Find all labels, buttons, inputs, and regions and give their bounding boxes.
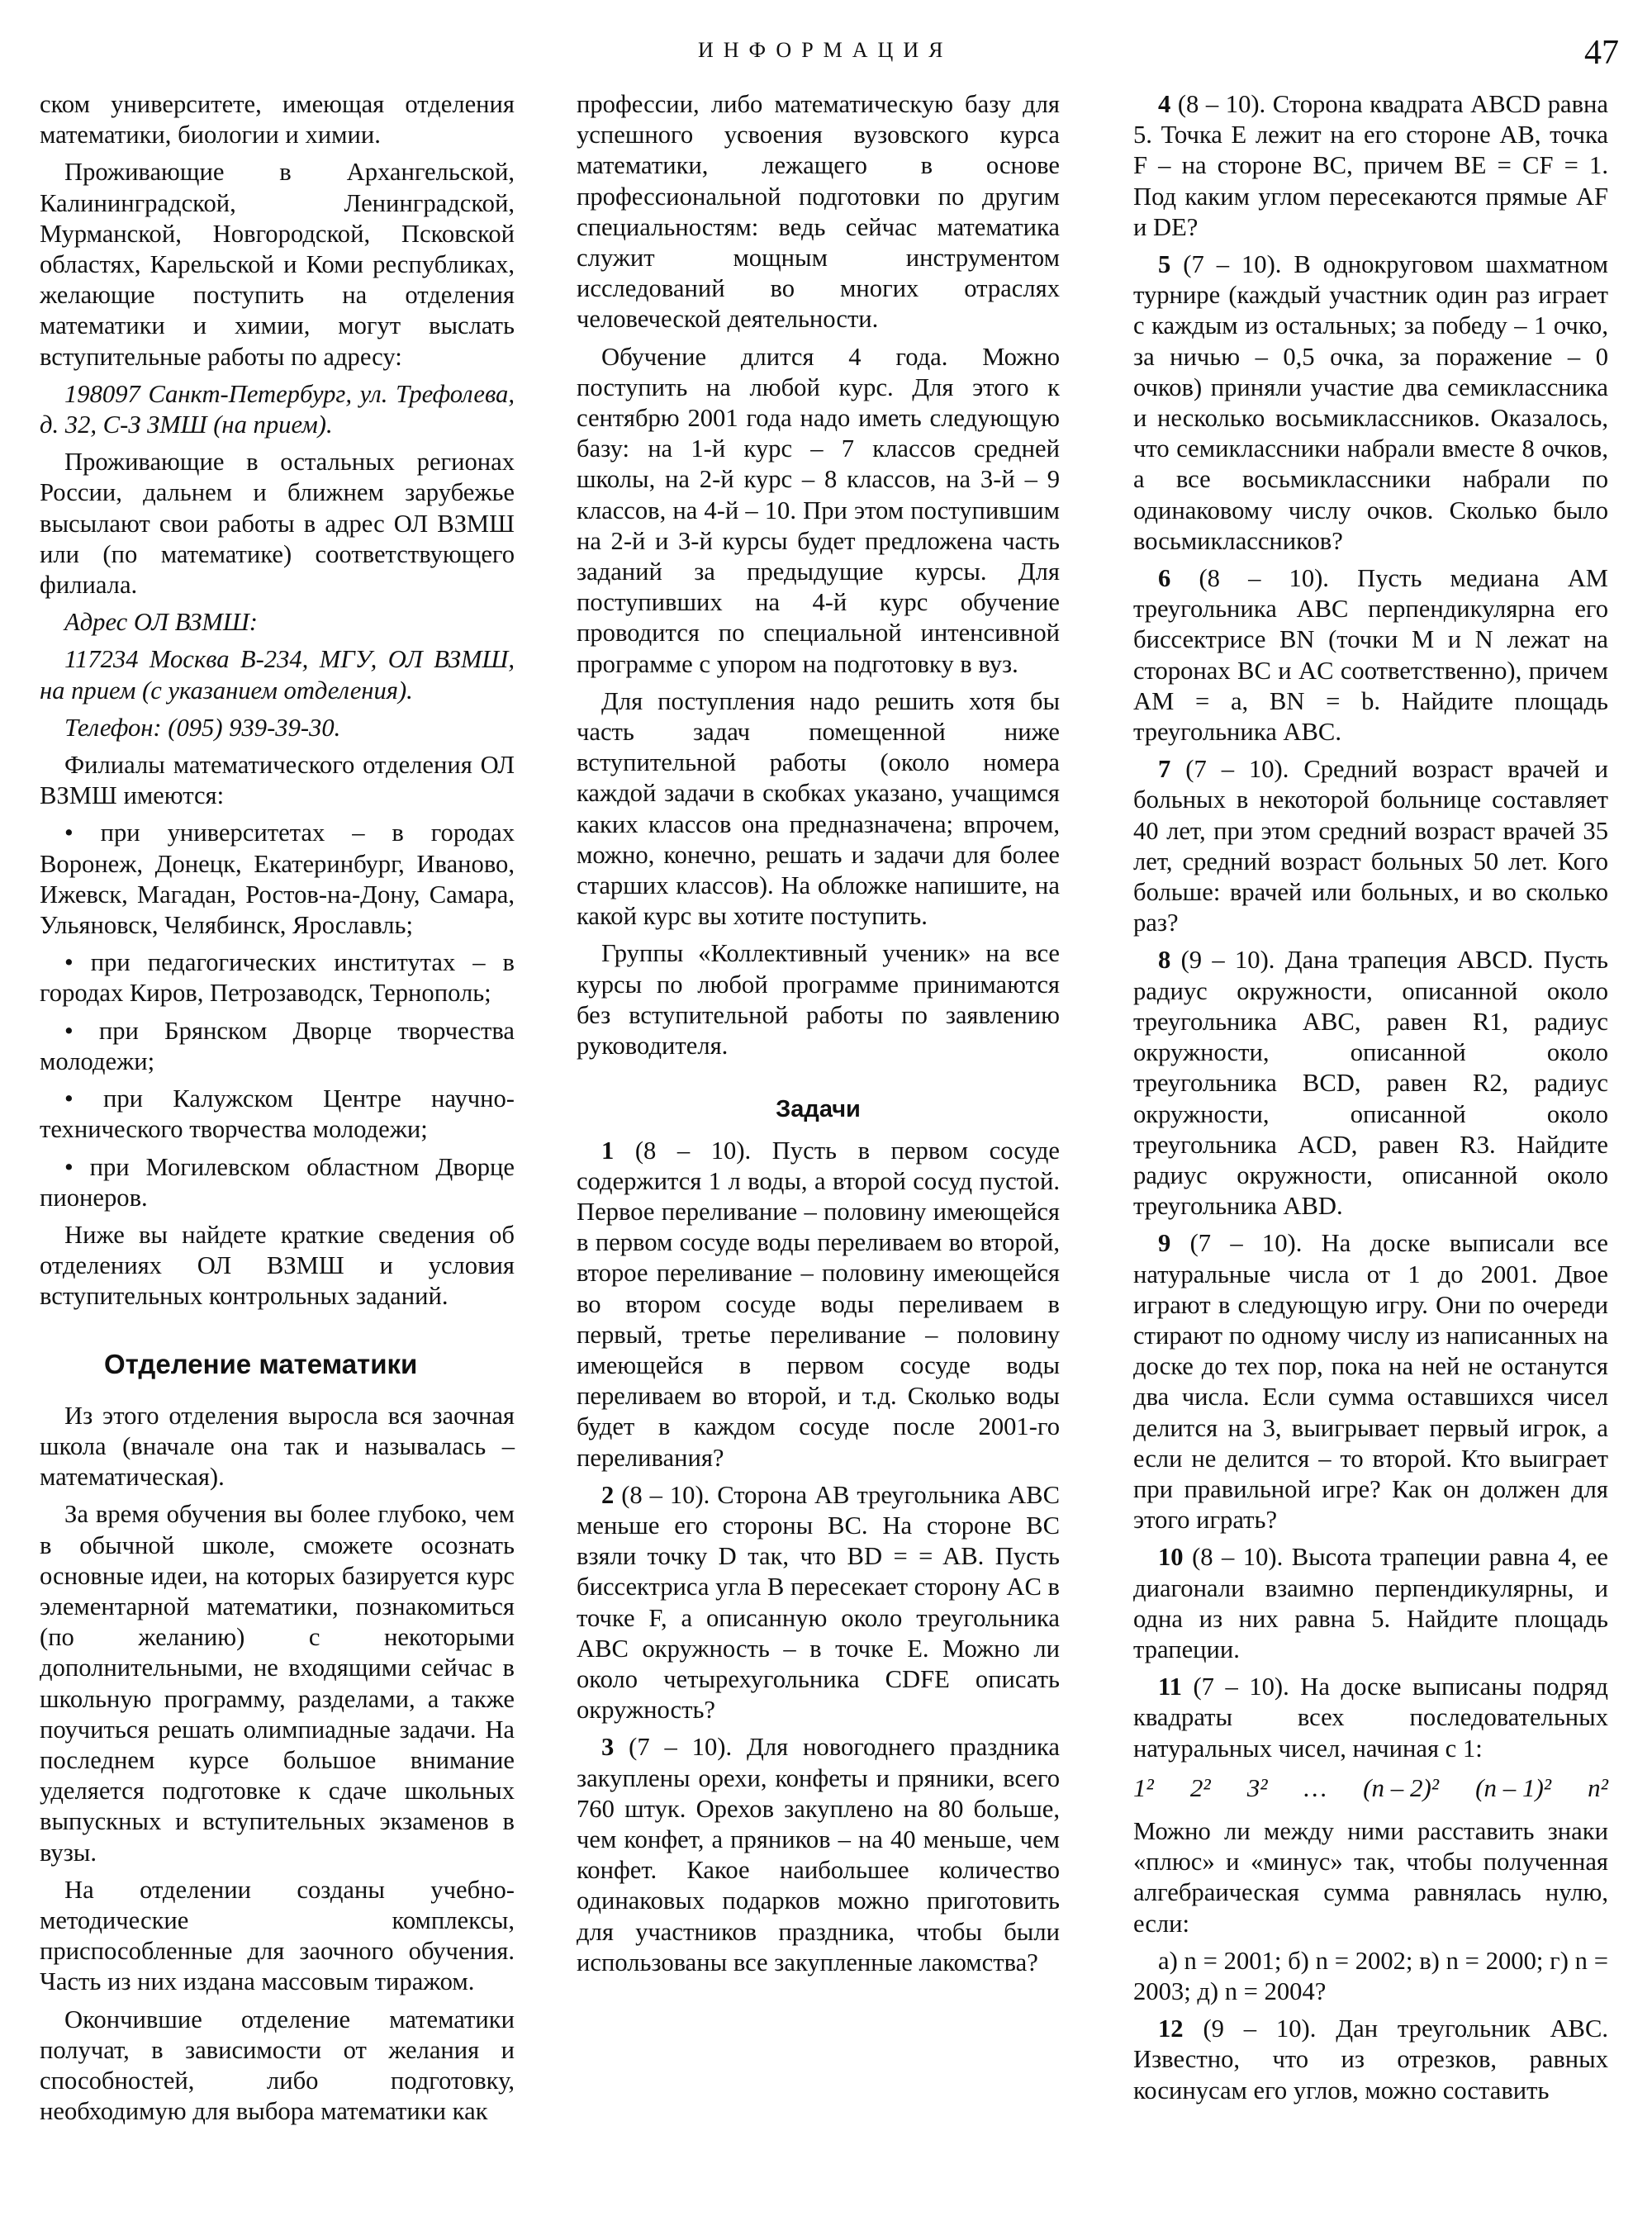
section-title: Отделение математики	[104, 1348, 418, 1379]
task-1	[577, 1136, 1060, 1473]
task-number: 4	[1158, 90, 1171, 118]
task-text: (7 – 10). Для новогоднего праздника закуплены орехи, конфеты и пряники, всего 760 штук. Орехов закуплено на 80 больше, чем конфет, а пряников – на 40 меньше, чем конфет. Какое наибольшее количество одинаковых подарков можно приготовить для участников праздника, чтобы были использованы все закупленные лакомства?	[577, 1733, 1060, 1976]
task-number: 2	[601, 1480, 615, 1509]
task-text: (8 – 10). Сторона квадрата ABCD равна 5. Точка E лежит на его стороне AB, точка F – на стороне BC, причем BE = CF = 1. Под каким углом пересекаются прямые AF и DE?	[1133, 90, 1608, 241]
paragraph: ском университете, имеющая отделения математики, биологии и химии.	[40, 90, 515, 149]
task-text: (8 – 10). Сторона AB треугольника ABC меньше его стороны BC. На стороне BC взяли точку D так, что BD = = AB. Пусть биссектриса угла B пересекает сторону AC в точке F, а описанную около треугольника ABC окружность – в точке E. Можно ли около четырехугольника CDFE описать окружность?	[577, 1480, 1060, 1725]
task-4	[1133, 89, 1608, 243]
column-1	[40, 89, 515, 2133]
task-7	[1133, 754, 1608, 938]
paragraph: Для поступления надо решить хотя бы часть задач помещенной ниже вступительной работы (около номера каждой задачи в скобках указано, учащимся каких классов она предназначена; впрочем, можно, конечно, решать и задачи для более старших классов). На обложке напишите, на какой курс вы хотите поступить.	[577, 686, 1060, 931]
paragraph: Проживающие в остальных регионах России, дальнем и ближнем зарубежье высылают свои работы в адрес ОЛ ВЗМШ или (по математике) соответствующего филиала.	[40, 448, 515, 600]
task-9	[1133, 1228, 1608, 1535]
paragraph: Можно ли между ними расставить знаки «плюс» и «минус» так, чтобы полученная алгебраическая сумма равнялась нулю, если:	[1133, 1816, 1608, 1938]
task-text: (9 – 10). Дан треугольник ABC. Известно, что из отрезков, равных косинусам его углов, можно составить	[1133, 2014, 1608, 2104]
task-text: (8 – 10). Пусть медиана AM треугольника ABC перпендикулярна его биссектрисе BN (точки M и N лежат на сторонах BC и AC соответственно), причем AM = a, BN = b. Найдите площадь треугольника ABC.	[1133, 564, 1608, 747]
task-number: 11	[1158, 1673, 1182, 1701]
task-number: 5	[1158, 250, 1171, 279]
task-number: 1	[601, 1136, 615, 1165]
running-head: ИНФОРМАЦИЯ	[698, 38, 953, 62]
paragraph: Группы «Коллективный ученик» на все курсы по любой программе принимаются без вступительной работы по заявлению руководителя.	[577, 939, 1060, 1061]
list-item: • при Калужском Центре научно-технического творчества молодежи;	[40, 1084, 515, 1144]
sequence-term: (n – 2)²	[1363, 1772, 1440, 1802]
task-text: (7 – 10). Средний возраст врачей и больных в некоторой больнице составляет 40 лет, при этом средний возраст врачей 35 лет, средний возраст больных 50 лет. Кого больше: врачей или больных, и во сколько раз?	[1133, 755, 1608, 937]
task-text: (8 – 10). Пусть в первом сосуде содержится 1 л воды, а второй сосуд пустой. Первое переливание – половину имеющейся в первом сосуде воды переливаем во второй, второе переливание – половину имеющейся во втором сосуде воды переливаем в первый, третье переливание – половину имеющейся в первом сосуде воды переливаем во второй, и т.д. Сколько воды будет в каждом сосуде после 2001-го переливания?	[577, 1136, 1060, 1472]
address: 198097 Санкт-Петербург, ул. Трефолева, д. 32, С-З ЗМШ (на прием).	[40, 379, 515, 439]
sequence-term: …	[1303, 1772, 1327, 1802]
sequence-term: (n – 1)²	[1475, 1772, 1552, 1802]
task-3	[577, 1732, 1060, 1978]
paragraph: Из этого отделения выросла вся заочная школа (вначале она так и называлась – математическая).	[40, 1401, 515, 1492]
task-text: (7 – 10). На доске выписали все натуральные числа от 1 до 2001. Двое играют в следующую игру. Они по очереди стирают по одному числу из написанных на доске до тех пор, пока на ней не останутся два числа. Если сумма оставшихся чисел делится на 3, выигрывает первый игрок, а если не делится – то второй. Кто выиграет при правильной игре? Как он должен для этого играть?	[1133, 1229, 1608, 1535]
address-label: Адрес ОЛ ВЗМШ:	[64, 608, 258, 637]
task-number: 10	[1158, 1543, 1184, 1572]
paragraph: профессии, либо математическую базу для успешного усвоения вузовского курса математики, лежащего в основе профессиональной подготовки по другим специальностям: ведь сейчас математика служит мощным инструментом исследований во многих отраслях человеческой деятельности.	[577, 90, 1060, 334]
list-item: • при Могилевском областном Дворце пионеров.	[40, 1152, 515, 1212]
paragraph: Окончившие отделение математики получат, в зависимости от желания и способностей, либо подготовку, необходимую для выбора математики как	[40, 2005, 515, 2126]
task-12	[1133, 2014, 1608, 2106]
column-2	[577, 89, 1060, 1985]
sequence-term: 3²	[1246, 1772, 1268, 1802]
squares-sequence	[1133, 1772, 1608, 1803]
paragraph: За время обучения вы более глубоко, чем в обычной школе, сможете осознать основные идеи, на которых базируется курс элементарной математики, познакомиться (по желанию) с некоторыми дополнительными, не входящими сейчас в школьную программу, разделами, а также поучиться решать олимпиадные задачи. На последнем курсе большое внимание уделяется подготовке к сдаче школьных выпускных и вступительных экзаменов в вузы.	[40, 1500, 515, 1867]
task-number: 12	[1158, 2014, 1184, 2043]
phone: Телефон: (095) 939-39-30.	[64, 713, 341, 742]
list-item: • при педагогических институтах – в городах Киров, Петрозаводск, Тернополь;	[40, 948, 515, 1008]
page-number: 47	[1584, 34, 1619, 72]
list-item: • при Брянском Дворце творчества молодежи;	[40, 1016, 515, 1075]
task-number: 8	[1158, 946, 1171, 975]
task-11	[1133, 1672, 1608, 1764]
task-8	[1133, 945, 1608, 1222]
task-number: 6	[1158, 564, 1171, 593]
paragraph: а) n = 2001; б) n = 2002; в) n = 2000; г) n = 2003; д) n = 2004?	[1133, 1946, 1608, 2005]
paragraph: Обучение длится 4 года. Можно поступить на любой курс. Для этого к сентябрю 2001 года надо иметь следующую базу: на 1-й курс – 7 классов средней школы, на 2-й курс – 8 классов, на 3-й – 9 классов, на 4-й – 10. При этом поступившим на 2-й и 3-й курсы будет предложена часть заданий за предыдущие курсы. Для поступивших на 4-й курс обучение проводится по специальной интенсивной программе с упором на подготовку в вуз.	[577, 342, 1060, 678]
task-number: 7	[1158, 755, 1171, 784]
paragraph: На отделении созданы учебно-методические комплексы, приспособленные для заочного обучения. Часть из них издана массовым тиражом.	[40, 1875, 515, 1996]
task-text: (9 – 10). Дана трапеция ABCD. Пусть радиус окружности, описанной около треугольника ABC, равен R1, радиус окружности, описанной около треугольника BCD, равен R2, радиус окружности, описанной около треугольника ACD, равен R3. Найдите радиус окружности, описанной около треугольника ABD.	[1133, 946, 1608, 1221]
tasks-title: Задачи	[776, 1096, 861, 1123]
task-6	[1133, 563, 1608, 747]
paragraph: Ниже вы найдете краткие сведения об отделениях ОЛ ВЗМШ и условия вступительных контрольных заданий.	[40, 1220, 515, 1311]
task-text: (7 – 10). На доске выписаны подряд квадраты всех последовательных натуральных чисел, начиная с 1:	[1133, 1673, 1608, 1763]
task-10	[1133, 1542, 1608, 1665]
sequence-term: n²	[1588, 1772, 1608, 1802]
paragraph: Филиалы математического отделения ОЛ ВЗМШ имеются:	[40, 751, 515, 810]
sequence-term: 1²	[1133, 1772, 1154, 1802]
task-text: (8 – 10). Высота трапеции равна 4, ее диагонали взаимно перпендикулярны, и одна из них равна 5. Найдите площадь трапеции.	[1133, 1543, 1608, 1663]
task-number: 9	[1158, 1229, 1171, 1258]
sequence-term: 2²	[1189, 1772, 1211, 1802]
list-item: • при университетах – в городах Воронеж, Донецк, Екатеринбург, Иваново, Ижевск, Магадан, Ростов-на-Дону, Самара, Ульяновск, Челябинск, Ярославль;	[40, 819, 515, 940]
address: 117234 Москва В-234, МГУ, ОЛ ВЗМШ, на прием (с указанием отделения).	[40, 645, 515, 705]
page-header	[0, 33, 1652, 83]
task-number: 3	[601, 1733, 615, 1762]
task-2	[577, 1480, 1060, 1726]
paragraph: Проживающие в Архангельской, Калининградской, Ленинградской, Мурманской, Новгородской, Псковской областях, Карельской и Коми республиках, желающие поступить на отделения математики и химии, могут выслать вступительные работы по адресу:	[40, 158, 515, 371]
task-text: (7 – 10). В однокруговом шахматном турнире (каждый участник один раз играет с каждым из остальных; за победу – 1 очко, за ничью – 0,5 очка, за поражение – 0 очков) приняли участие два семиклассника и несколько восьмиклассников. Оказалось, что семиклассники набрали вместе 8 очков, а все восьмиклассники набрали по одинаковому числу очков. Сколько было восьмиклассников?	[1133, 250, 1608, 555]
column-3	[1133, 89, 1608, 2113]
task-5	[1133, 249, 1608, 557]
